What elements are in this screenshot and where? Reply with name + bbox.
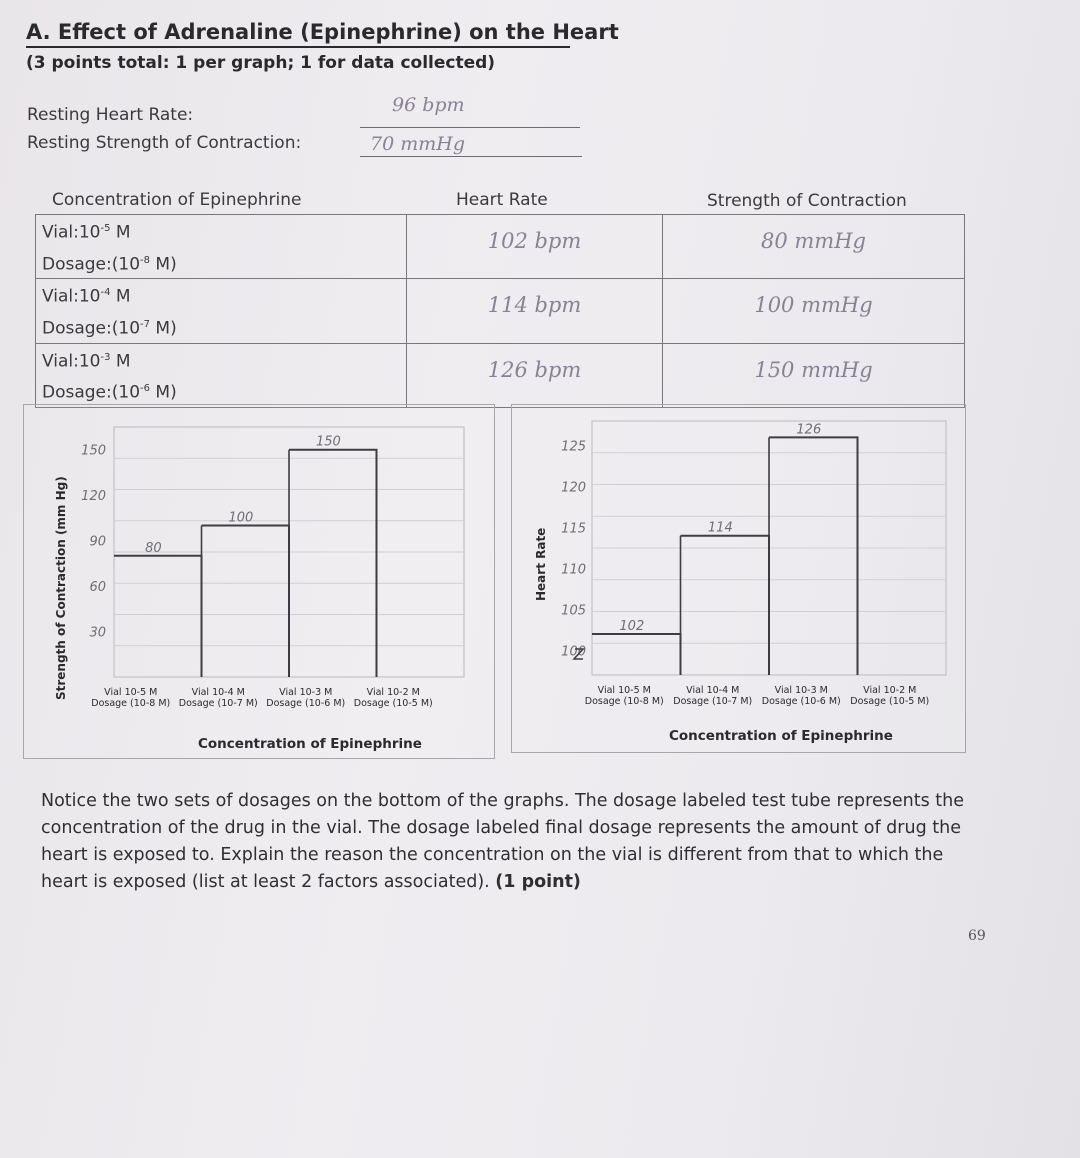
x-category-dosage: Dosage (10-7 M)	[673, 696, 753, 707]
data-label: 100	[228, 510, 254, 526]
y-tick-label: 105	[561, 603, 586, 619]
notice-paragraph	[41, 788, 991, 896]
x-category-vial: Vial 10-2 M	[863, 685, 917, 696]
notice-points: (1 point)	[495, 872, 581, 892]
x-category-dosage: Dosage (10-6 M)	[266, 698, 346, 709]
y-tick-label: 110	[561, 562, 586, 578]
heart-rate-chart-xlabel: Concentration of Epinephrine	[669, 728, 893, 744]
x-category-dosage: Dosage (10-7 M)	[178, 698, 258, 709]
bar	[202, 525, 290, 677]
heart-rate-cell: 114 bpm	[407, 279, 663, 343]
y-tick-label: 60	[89, 580, 106, 596]
x-category-dosage: Dosage (10-5 M)	[850, 696, 930, 707]
x-category-vial: Vial 10-5 M	[597, 685, 651, 696]
heart-rate-chart-ylabel: Heart Rate	[534, 527, 548, 601]
resting-strength-label: Resting Strength of Contraction:	[27, 133, 302, 153]
bar	[769, 437, 858, 675]
data-label: 114	[707, 520, 733, 536]
concentration-cell: $Vial:10^{-3}$ M $Dosage:(10^{-6}$ M)	[36, 343, 407, 407]
title-underline	[26, 46, 570, 48]
y-tick-label: 150	[81, 443, 106, 459]
x-category-dosage: Dosage (10-8 M)	[584, 696, 664, 707]
data-label: 102	[619, 619, 645, 635]
table-header-concentration: Concentration of Epinephrine	[52, 190, 302, 210]
concentration-cell: $Vial:10^{-4}$ M $Dosage:(10^{-7}$ M)	[36, 279, 407, 343]
bar	[681, 536, 770, 675]
x-category-vial: Vial 10-5 M	[104, 687, 158, 698]
table-row	[36, 279, 965, 343]
data-label: 80	[145, 540, 162, 556]
strength-cell: 150 mmHg	[663, 343, 965, 407]
resting-hr-label: Resting Heart Rate:	[27, 105, 194, 125]
y-tick-label: 30	[89, 625, 106, 641]
table-row	[36, 343, 965, 407]
resting-hr-value: 96 bpm	[392, 94, 465, 116]
strength-chart-ylabel: Strength of Contraction (mm Hg)	[54, 476, 68, 700]
heart-rate-cell: 102 bpm	[407, 215, 663, 279]
data-label: 126	[796, 422, 822, 438]
data-label: 150	[315, 434, 341, 450]
x-category-dosage: Dosage (10-6 M)	[761, 696, 841, 707]
table-row	[36, 215, 965, 279]
page-number: 69	[968, 928, 986, 944]
x-category-vial: Vial 10-4 M	[191, 687, 245, 698]
section-subtitle: (3 points total: 1 per graph; 1 for data collected)	[26, 53, 496, 73]
x-category-vial: Vial 10-4 M	[686, 685, 740, 696]
table-header-strength: Strength of Contraction	[707, 191, 907, 211]
strength-cell: 80 mmHg	[663, 215, 965, 279]
resting-hr-line	[360, 127, 580, 128]
x-category-dosage: Dosage (10-8 M)	[91, 698, 171, 709]
resting-strength-line	[360, 156, 582, 157]
resting-strength-value: 70 mmHg	[370, 133, 465, 155]
table-header-heart-rate: Heart Rate	[456, 190, 548, 210]
strength-cell: 100 mmHg	[663, 279, 965, 343]
notice-text: Notice the two sets of dosages on the bottom of the graphs. The dosage labeled test tube represents the concentration of the drug in the vial. The dosage labeled final dosage represents the amount of drug the heart is exposed to. Explain the reason the concentration on the vial is different from that to which the heart is exposed (list at least 2 factors associated).	[41, 791, 964, 892]
data-table	[35, 214, 965, 408]
x-category-vial: Vial 10-3 M	[279, 687, 333, 698]
strength-chart-xlabel: Concentration of Epinephrine	[198, 736, 422, 752]
x-category-vial: Vial 10-3 M	[774, 685, 828, 696]
concentration-cell: $Vial:10^{-5}$ M $Dosage:(10^{-8}$ M)	[36, 215, 407, 279]
bar	[289, 450, 377, 677]
bar	[114, 556, 202, 677]
y-tick-label: 125	[561, 439, 586, 455]
x-category-dosage: Dosage (10-5 M)	[353, 698, 433, 709]
heart-rate-chart-svg	[512, 405, 965, 752]
bar	[592, 634, 681, 675]
y-tick-label: 90	[89, 534, 106, 550]
x-category-vial: Vial 10-2 M	[366, 687, 420, 698]
y-tick-label: 100	[561, 644, 586, 660]
y-tick-label: 120	[561, 480, 586, 496]
heart-rate-chart-panel	[511, 404, 966, 753]
y-tick-label: 120	[81, 489, 106, 505]
strength-chart-svg	[24, 405, 494, 758]
strength-chart-panel	[23, 404, 495, 759]
y-tick-label: 115	[561, 521, 586, 537]
section-title: A. Effect of Adrenaline (Epinephrine) on the Heart	[26, 20, 619, 44]
heart-rate-cell: 126 bpm	[407, 343, 663, 407]
